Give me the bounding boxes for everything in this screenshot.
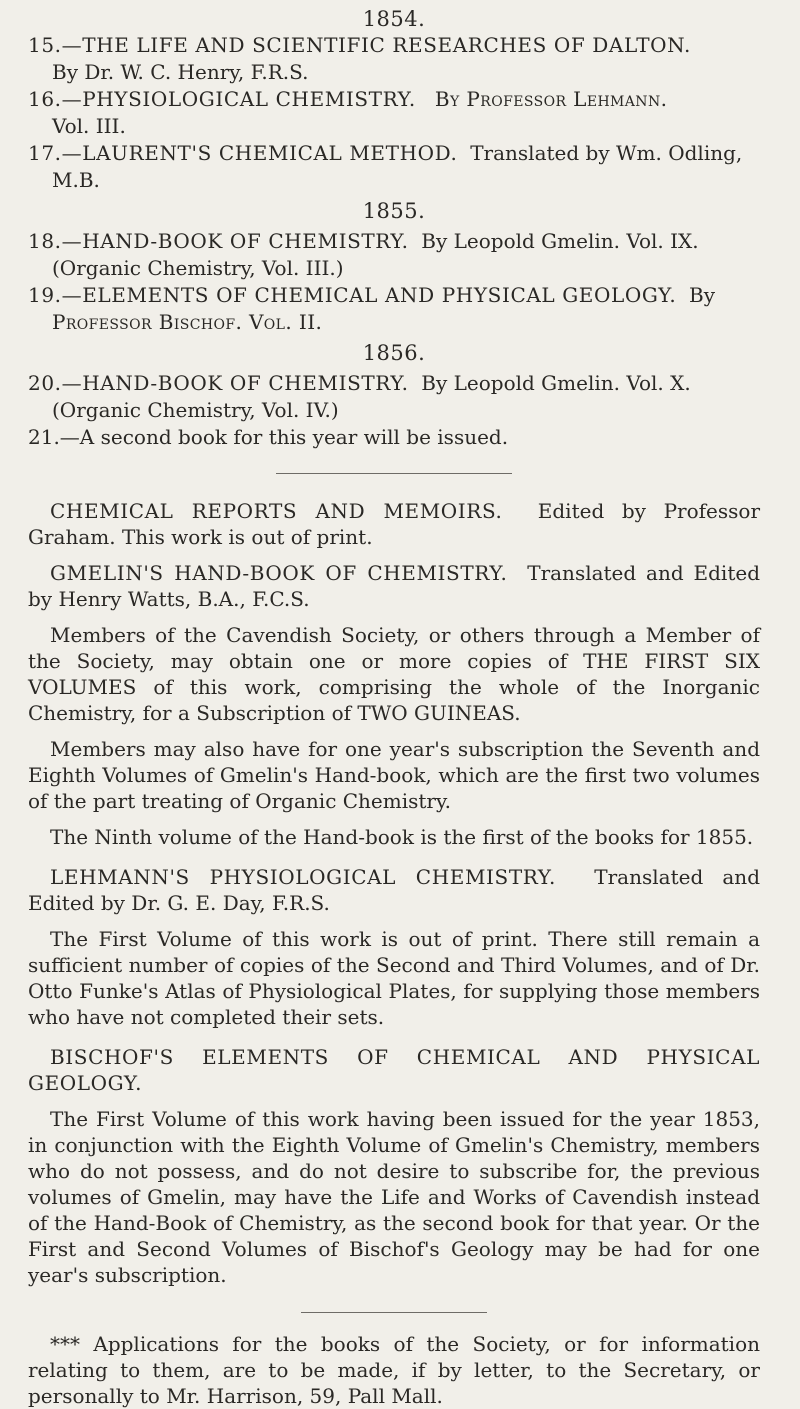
lehmann-title: LEHMANN'S PHYSIOLOGICAL CHEMISTRY. [50,865,556,889]
item-19-author: Professor Bischof. Vol. II. [52,310,323,334]
bischof-title: BISCHOF'S ELEMENTS OF CHEMICAL AND PHYSICAL GEOLOGY. [28,1045,760,1095]
list-item-18 [28,228,760,282]
lehmann-notice [28,864,760,916]
reports-title: CHEMICAL REPORTS AND MEMOIRS. [50,499,503,523]
bischof-paragraph-1: The First Volume of this work having been issued for the year 1853, in conjunction with the Eighth Volume of Gmelin's Chemistry, members who do not possess, and do not desire to subscribe for, the previous volumes of Gmelin, may have the Life and Works of Cavendish instead of the Hand-Book of Chemistry, as the second book for that year. Or the First and Second Volumes of Bischof's Geology may be had for one year's subscription. [28,1107,760,1287]
item-18-title: 18.—HAND-BOOK OF CHEMISTRY. [28,229,409,253]
lehmann-text: Translated and Edited by Dr. G. E. Day, F.R.S. [28,865,760,915]
item-20-author: By Leopold Gmelin. Vol. X. [421,371,691,395]
item-17-author: Translated by Wm. Odling, [470,141,743,165]
gmelin-title: GMELIN'S HAND-BOOK OF CHEMISTRY. [50,561,508,585]
item-16-volume: Vol. III. [52,114,126,138]
list-item-20 [28,370,760,424]
gmelin-paragraph-1: Members of the Cavendish Society, or others through a Member of the Society, may obtain one or more copies of THE FIRST SIX VOLUMES of this work, comprising the whole of the Inorganic Chemistry, for a Subscription of TWO GUINEAS. [28,623,760,725]
item-17-title: 17.—LAURENT'S CHEMICAL METHOD. [28,141,458,165]
list-item-21: 21.—A second book for this year will be issued. [28,425,509,449]
year-heading-1855: 1855. [362,199,426,223]
year-heading-1854: 1854. [362,7,426,31]
item-16-title: 16.—PHYSIOLOGICAL CHEMISTRY. [28,87,416,111]
item-19-title: 19.—ELEMENTS OF CHEMICAL AND PHYSICAL GEOLOGY. [28,283,677,307]
gmelin-notice [28,560,760,612]
reports-notice [28,498,760,550]
gmelin-paragraph-3: The Ninth volume of the Hand-book is the first of the books for 1855. [50,825,754,849]
item-16-author: By Professor Lehmann. [434,87,668,111]
item-20-subtitle: (Organic Chemistry, Vol. IV.) [52,398,339,422]
section-divider [276,473,512,474]
item-15-title: 15.—THE LIFE AND SCIENTIFIC RESEARCHES OF DALTON. [28,33,691,57]
item-19-by: By [689,283,716,307]
applications-note: *** Applications for the books of the Society, or for information relating to them, are to be made, if by letter, to the Secretary, or personally to Mr. Harrison, 59, Pall Mall. [28,1332,760,1408]
list-item-19 [28,282,760,336]
item-15-author: By Dr. W. C. Henry, F.R.S. [52,60,309,84]
reports-text: Edited by Professor Graham. This work is out of print. [28,499,761,549]
item-18-author: By Leopold Gmelin. Vol. IX. [421,229,699,253]
year-heading-1856: 1856. [362,341,426,365]
list-item-15 [28,32,760,86]
item-18-subtitle: (Organic Chemistry, Vol. III.) [52,256,344,280]
lehmann-paragraph-1: The First Volume of this work is out of print. There still remain a sufficient number of copies of the Second and Third Volumes, and of Dr. Otto Funke's Atlas of Physiological Plates, for supplying those members who have not completed their sets. [28,927,760,1029]
gmelin-text: Translated and Edited by Henry Watts, B.A., F.C.S. [28,561,760,611]
item-20-title: 20.—HAND-BOOK OF CHEMISTRY. [28,371,409,395]
item-17-degree: M.B. [52,168,100,192]
gmelin-paragraph-2: Members may also have for one year's subscription the Seventh and Eighth Volumes of Gmelin's Hand-book, which are the first two volumes of the part treating of Organic Chemistry. [28,737,760,813]
list-item-17 [28,140,760,194]
list-item-16 [28,86,760,140]
